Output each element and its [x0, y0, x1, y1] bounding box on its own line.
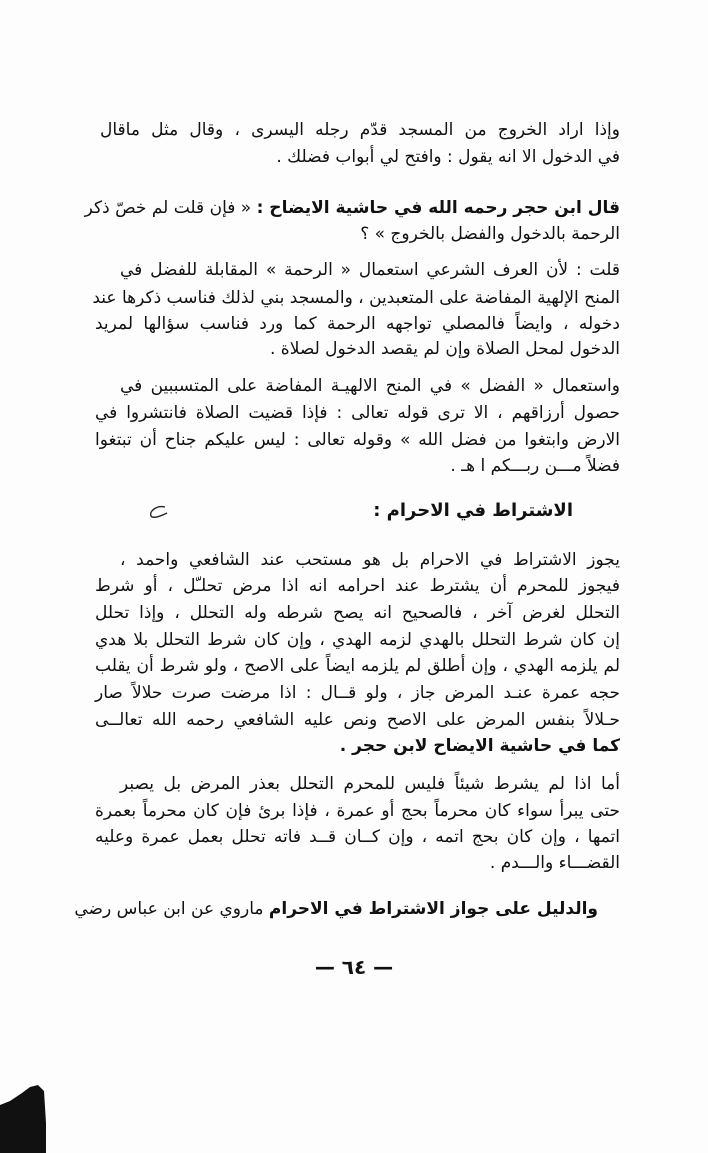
text-line: الارض وابتغوا من فضل الله » وقوله تعالى : ليس عليكم جناح أن تبتغوا — [95, 430, 620, 450]
text-line: فضلاً مـــن ربـــكم ا هـ . — [450, 456, 620, 476]
text-line: إن كان شرط التحلل بالهدي لزمه الهدي ، وإن كان شرط التحلل بلا هدي — [95, 630, 620, 650]
text-line: فيجوز للمحرم أن يشترط عند احرامه انه اذا مرض تحلـّل ، أو شرط — [95, 576, 620, 596]
text-line: يجوز الاشتراط في الاحرام بل هو مستحب عند الشافعي واحمد ، — [120, 550, 620, 570]
page-number: — ٦٤ — — [314, 955, 394, 979]
bold-lead: قال ابن حجر رحمه الله في حاشية الايضاح : — [256, 198, 620, 218]
bold-citation: كما في حاشية الايضاح لابن حجر . — [339, 736, 620, 756]
section-heading: الاشتراط في الاحرام : — [373, 500, 573, 521]
text-line: التحلل لغرض آخر ، فالصحيح انه يصح شرطه وله التحلل ، وإذا تحلل — [95, 603, 620, 623]
text-span: ماروي عن ابن عباس رضي — [74, 899, 264, 919]
text-line: واستعمال « الفضل » في المنح الالهيـة المفاضة على المتسببين في — [120, 376, 620, 396]
text-line: دخوله ، وايضاً فالمصلي تواجهه الرحمة كما ورد فناسب سؤالها لمريد — [95, 314, 620, 334]
bold-lead: والدليل على جواز الاشتراط في الاحرام — [268, 899, 598, 919]
text-line: حجه عمرة عنـد المرض جاز ، ولو قــال : اذا مرضت صرت حلالاً صار — [95, 683, 620, 703]
text-line: أما اذا لم يشرط شيئاً فليس للمحرم التحلل بعذر المرض بل يصبر — [120, 774, 620, 794]
text-line-with-lead — [74, 897, 598, 921]
text-line: القضـــاء والـــدم . — [489, 853, 620, 873]
text-line: اتمها ، وإن كان بحج اتمه ، وإن كــان قــد فاته تحلل بعمل عمرة وعليه — [95, 827, 620, 847]
text-line: لم يلزمه الهدي ، وإن أطلق لم يلزمه ايضاً على الاصح ، ولو شرط أن يقلب — [95, 656, 620, 676]
text-line: الرحمة بالدخول والفضل بالخروج » ؟ — [360, 224, 620, 244]
scan-artifact — [0, 1083, 48, 1153]
text-span: « فإن قلت لم خصّ ذكر — [84, 198, 252, 218]
text-line: في الدخول الا انه يقول : وافتح لي أبواب فضلك . — [276, 147, 620, 167]
text-line: الدخول لمحل الصلاة وإن لم يقصد الدخول لصلاة . — [269, 339, 620, 359]
text-line: المنح الإلهية المفاضة على المتعبدين ، والمسجد بني لذلك فناسب ذكرها عند — [92, 288, 620, 308]
text-line: قلت : لأن العرف الشرعي استعمال « الرحمة » المقابلة للفضل في — [120, 260, 620, 280]
text-line: حـلالاً بنفس المرض على الاصح ونص عليه الشافعي رحمه الله تعالــى — [95, 710, 620, 730]
text-line-with-lead — [84, 196, 620, 220]
text-line: حتى يبرأ سواء كان محرماً بحج أو عمرة ، فإذا برئ فإن كان محرماً بعمرة — [95, 801, 620, 821]
text-line: وإذا اراد الخروج من المسجد قدّم رجله اليسرى ، وقال مثل ماقال — [100, 120, 620, 140]
text-line: حصول أرزاقهم ، الا ترى قوله تعالى : فإذا قضيت الصلاة فانتشروا في — [95, 403, 620, 423]
pen-mark-icon — [145, 503, 171, 521]
